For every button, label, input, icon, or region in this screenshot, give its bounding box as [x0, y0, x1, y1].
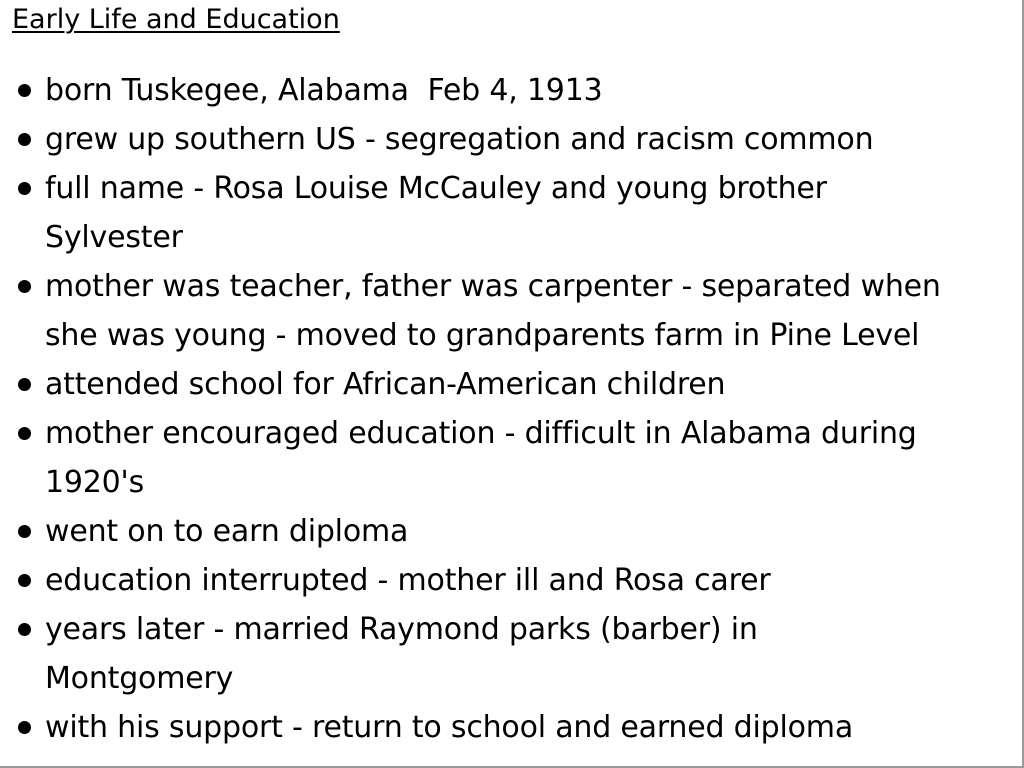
list-item-text: went on to earn diploma	[45, 514, 409, 549]
bullet-icon	[18, 427, 31, 440]
list-item-text: born Tuskegee, Alabama Feb 4, 1913	[45, 73, 603, 108]
list-item	[18, 262, 1022, 360]
list-item	[18, 360, 1022, 409]
list-item-text: with his support - return to school and earned diploma	[45, 710, 854, 745]
bullet-icon	[18, 623, 31, 636]
list-item	[18, 164, 1022, 262]
list-item	[18, 703, 1022, 752]
list-item-text: years later - married Raymond parks (barber) in Montgomery	[45, 612, 758, 696]
bullet-icon	[18, 525, 31, 538]
list-item	[18, 409, 1022, 507]
list-item	[18, 605, 1022, 703]
bullet-icon	[18, 574, 31, 587]
list-item	[18, 115, 1022, 164]
bullet-icon	[18, 133, 31, 146]
bullet-icon	[18, 182, 31, 195]
bullet-icon	[18, 84, 31, 97]
list-item	[18, 66, 1022, 115]
list-item	[18, 507, 1022, 556]
page-title: Early Life and Education	[12, 4, 340, 35]
bullet-list	[18, 66, 1022, 752]
list-item-text: education interrupted - mother ill and Rosa carer	[45, 563, 771, 598]
list-item-text: attended school for African-American children	[45, 367, 726, 402]
list-item-text: mother was teacher, father was carpenter - separated when she was young - moved to grandparents farm in Pine Level	[45, 269, 941, 353]
bullet-icon	[18, 378, 31, 391]
list-item-text: full name - Rosa Louise McCauley and young brother Sylvester	[45, 171, 827, 255]
bullet-icon	[18, 280, 31, 293]
bullet-icon	[18, 721, 31, 734]
list-item-text: mother encouraged education - difficult in Alabama during 1920's	[45, 416, 917, 500]
list-item-text: grew up southern US - segregation and racism common	[45, 122, 874, 157]
list-item	[18, 556, 1022, 605]
